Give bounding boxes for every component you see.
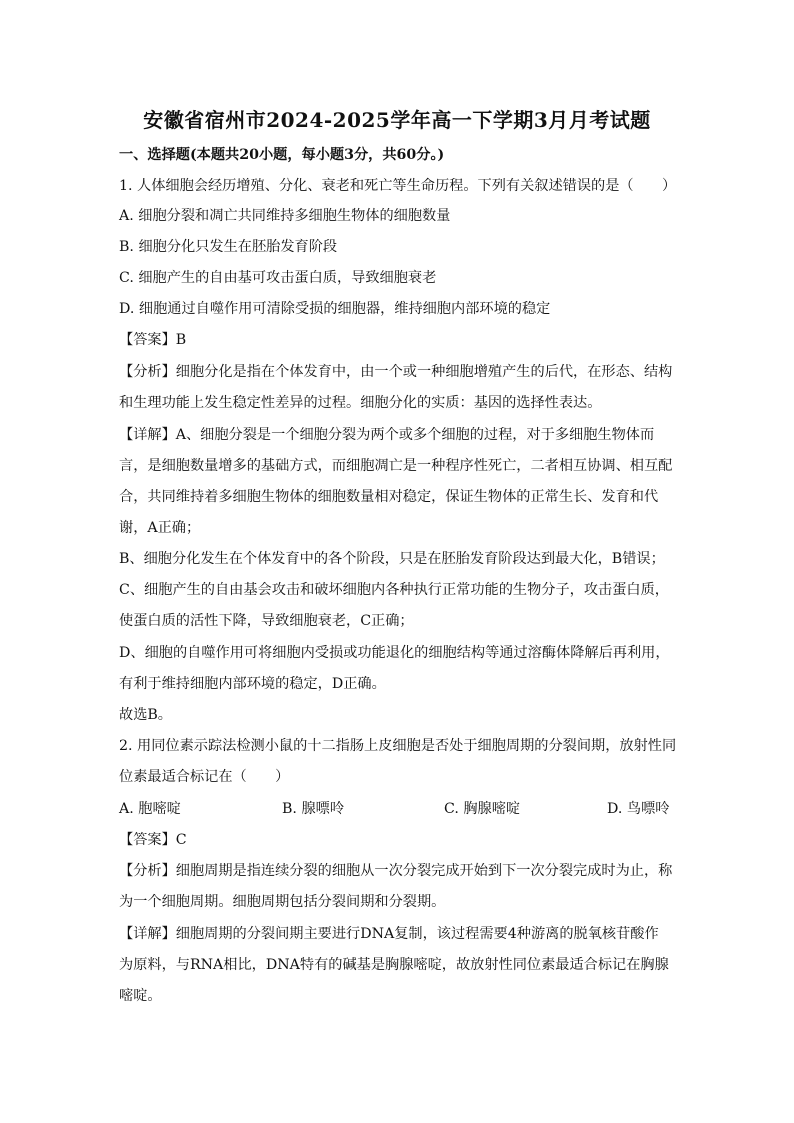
q1-option-b: B. 细胞分化只发生在胚胎发育阶段	[119, 239, 338, 255]
question-2-stem: 位素最适合标记在（ ）	[119, 769, 290, 785]
page-title: 安徽省宿州市2024-2025学年高一下学期3月月考试题	[143, 108, 651, 132]
q2-option-d: D. 鸟嘌呤	[607, 801, 670, 817]
q2-answer: 【答案】C	[119, 832, 187, 848]
q1-option-a: A. 细胞分裂和凋亡共同维持多细胞生物体的细胞数量	[119, 208, 451, 224]
q1-detail-line: 【详解】A、细胞分裂是一个细胞分裂为两个或多个细胞的过程，对于多细胞生物体而	[119, 427, 655, 443]
q2-option-b: B. 腺嘌呤	[282, 801, 345, 817]
q1-detail-line: 合，共同维持着多细胞生物体的细胞数量相对稳定，保证生物体的正常生长、发育和代	[119, 489, 659, 505]
question-1-stem: 1. 人体细胞会经历增殖、分化、衰老和死亡等生命历程。下列有关叙述错误的是（ ）	[119, 178, 677, 194]
q1-detail-line: C、细胞产生的自由基会攻击和破坏细胞内各种执行正常功能的生物分子，攻击蛋白质，	[119, 582, 669, 598]
q1-conclusion: 故选B。	[119, 707, 172, 723]
q2-option-c: C. 胸腺嘧啶	[444, 801, 521, 817]
section-heading: 一、选择题(本题共20小题，每小题3分，共60分。)	[119, 147, 445, 163]
q2-detail-line: 【详解】细胞周期的分裂间期主要进行DNA复制，该过程需要4种游离的脱氧核苷酸作	[119, 926, 659, 942]
q2-detail-line: 嘧啶。	[119, 988, 162, 1004]
q1-analysis-line: 【分析】细胞分化是指在个体发育中，由一个或一种细胞增殖产生的后代，在形态、结构	[119, 364, 673, 380]
q1-option-c: C. 细胞产生的自由基可攻击蛋白质，导致细胞衰老	[119, 270, 437, 286]
q1-detail-line: 谢，A正确；	[119, 520, 201, 536]
q2-detail-line: 为原料，与RNA相比，DNA特有的碱基是胸腺嘧啶，故放射性同位素最适合标记在胸腺	[119, 957, 669, 973]
q1-detail-line: D、细胞的自噬作用可将细胞内受损或功能退化的细胞结构等通过溶酶体降解后再利用，	[119, 645, 670, 661]
q1-detail-line: 有利于维持细胞内部环境的稳定，D正确。	[119, 676, 386, 692]
q2-analysis-line: 【分析】细胞周期是指连续分裂的细胞从一次分裂完成开始到下一次分裂完成时为止，称	[119, 863, 673, 879]
q1-analysis-line: 和生理功能上发生稳定性差异的过程。细胞分化的实质：基因的选择性表达。	[119, 395, 602, 411]
question-2-stem: 2. 用同位素示踪法检测小鼠的十二指肠上皮细胞是否处于细胞周期的分裂间期，放射性同	[119, 738, 677, 754]
q1-detail-line: 言，是细胞数量增多的基础方式，而细胞凋亡是一种程序性死亡，二者相互协调、相互配	[119, 458, 673, 474]
q2-analysis-line: 为一个细胞周期。细胞周期包括分裂间期和分裂期。	[119, 894, 446, 910]
q1-detail-line: 使蛋白质的活性下降，导致细胞衰老，C正确；	[119, 613, 414, 629]
q2-option-a: A. 胞嘧啶	[119, 801, 181, 817]
q1-answer: 【答案】B	[119, 332, 187, 348]
q1-detail-line: B、细胞分化发生在个体发育中的各个阶段，只是在胚胎发育阶段达到最大化，B错误；	[119, 551, 665, 567]
q1-option-d: D. 细胞通过自噬作用可清除受损的细胞器，维持细胞内部环境的稳定	[119, 301, 551, 317]
